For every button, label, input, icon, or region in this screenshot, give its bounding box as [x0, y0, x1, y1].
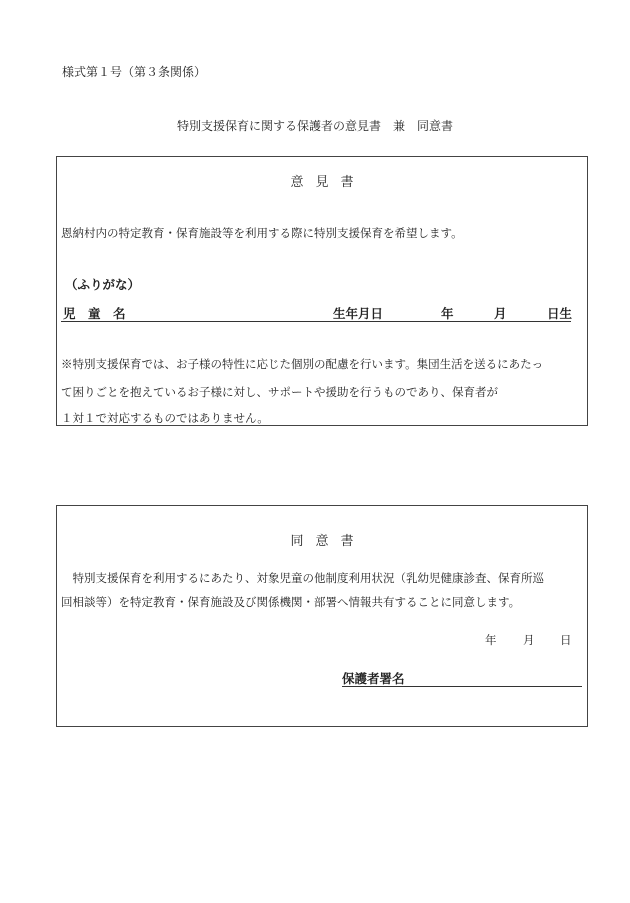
opinion-box — [56, 156, 588, 426]
birth-month-label: 月 — [494, 306, 507, 321]
child-name-label: 児 童 名 — [63, 306, 126, 321]
furigana-label: （ふりがな） — [65, 277, 141, 292]
document-title: 特別支援保育に関する保護者の意見書 兼 同意書 — [176, 119, 453, 133]
consent-day-label: 日 — [560, 633, 572, 647]
child-name-row — [61, 304, 571, 322]
consent-heading: 同意書 — [290, 534, 366, 549]
form-number: 様式第１号（第３条関係） — [62, 65, 207, 79]
note-line: て困りごとを抱えているお子様に対し、サポートや援助を行うものであり、保育者が — [61, 385, 498, 399]
note-line: ※特別支援保育では、お子様の特性に応じた個別の配慮を行います。集団生活を送るにあたっ — [61, 357, 544, 371]
consent-box — [56, 505, 588, 727]
birth-date-label: 生年月日 — [333, 306, 384, 321]
consent-statement-line: 回相談等）を特定教育・保育施設及び関係機関・部署へ情報共有することに同意します。 — [61, 595, 521, 609]
opinion-statement: 恩納村内の特定教育・保育施設等を利用する際に特別支援保育を希望します。 — [61, 226, 463, 240]
birth-year-label: 年 — [441, 306, 454, 321]
note-line: １対１で対応するものではありません。 — [61, 411, 269, 425]
guardian-signature-label: 保護者署名 — [342, 671, 405, 686]
consent-year-label: 年 — [485, 633, 497, 647]
consent-month-label: 月 — [523, 633, 535, 647]
opinion-heading: 意見書 — [290, 175, 366, 190]
guardian-signature-field — [342, 669, 582, 687]
consent-statement-line: 特別支援保育を利用するにあたり、対象児童の他制度利用状況（乳幼児健康診査、保育所巡 — [61, 571, 544, 585]
birth-day-label: 日生 — [547, 306, 573, 321]
